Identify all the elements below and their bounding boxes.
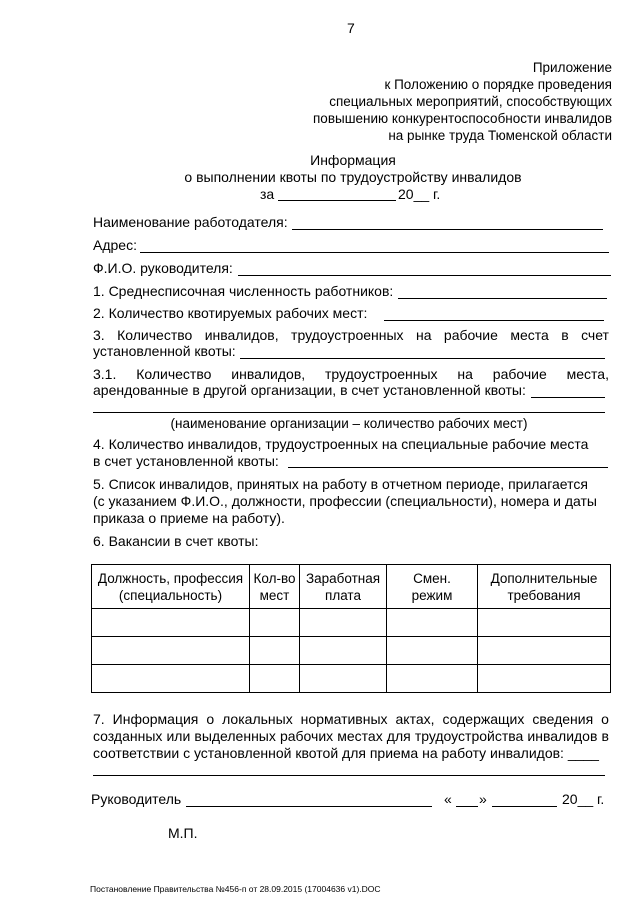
table-row [92, 609, 611, 637]
item-7-word: или [166, 728, 191, 744]
table-cell[interactable] [92, 609, 250, 637]
item-7-line-2 [93, 728, 609, 745]
annex-line-4: повышению конкурентоспособности инвалидов [313, 111, 612, 126]
item-7-word: выделенных [194, 728, 276, 744]
item-7-word: для [386, 728, 411, 744]
table-cell[interactable] [250, 609, 300, 637]
footer-text: Постановление Правительства №456-п от 28.09.2015 (17004636 v1).DOC [90, 884, 381, 894]
item-7-word: нормативных [300, 711, 388, 727]
table-cell[interactable] [387, 609, 478, 637]
stamp-label: М.П. [168, 825, 198, 841]
item-7-word: актах, [395, 711, 435, 727]
table-cell[interactable] [92, 665, 250, 693]
item-7-line-3: соответствии с установленной квотой для приема на работу инвалидов: ____ [93, 745, 599, 761]
table-cell[interactable] [478, 665, 611, 693]
table-cell[interactable] [250, 665, 300, 693]
head-name-label: Ф.И.О. руководителя: [93, 260, 233, 276]
signature-label: Руководитель [91, 791, 182, 807]
item-3-blank[interactable] [240, 358, 605, 359]
item-5-line-2: (с указанием Ф.И.О., должности, профессии (специальности), номера и даты [93, 493, 597, 509]
item-3-1-line-2: арендованные в другой организации, в счет установленной квоты: [93, 382, 526, 398]
item-3-line-2: установленной квоты: [93, 343, 236, 359]
item-3-word: трудоустроенных [291, 327, 404, 343]
item-7-word: содержащих [442, 711, 525, 727]
period-label: за [260, 186, 275, 202]
item-3-1-word: места, [566, 366, 609, 382]
table-row [92, 665, 611, 693]
item-4-line-2: в счет установленной квоты: [93, 453, 279, 469]
col-header-shift: Смен. режим [387, 565, 478, 609]
item-3-1-word: 3.1. [93, 366, 117, 382]
table-cell[interactable] [478, 609, 611, 637]
table-cell[interactable] [300, 665, 387, 693]
item-3-1-line-1 [93, 366, 609, 383]
item-3-word: места [510, 327, 549, 343]
doc-title: Информация [310, 152, 396, 168]
item-7-word: 7. [93, 711, 105, 727]
item-3-line-1 [93, 327, 609, 344]
table-cell[interactable] [387, 637, 478, 665]
item-5-line-3: приказа о приеме на работу). [93, 510, 285, 526]
item-1-blank[interactable] [398, 298, 607, 299]
item-7-line-1 [93, 711, 609, 728]
annex-line-5: на рынке труда Тюменской области [388, 128, 612, 143]
item-7-word: Информация [112, 711, 199, 727]
item-3-word: счет [581, 327, 609, 343]
address-label: Адрес: [93, 237, 137, 253]
table-cell[interactable] [92, 637, 250, 665]
item-3-1-word: инвалидов, [231, 366, 306, 382]
signature-year: 20__ г. [562, 791, 605, 807]
vacancies-table [91, 564, 611, 693]
item-7-word: о [206, 711, 215, 727]
item-3-word: Количество [117, 327, 193, 343]
item-3-word: на [415, 327, 432, 343]
table-row [92, 637, 611, 665]
head-name-blank[interactable] [238, 275, 611, 276]
table-cell[interactable] [300, 609, 387, 637]
item-3-1-word: рабочие [492, 366, 547, 382]
annex-line-2: к Положению о порядке проведения [384, 77, 612, 92]
month-blank[interactable] [492, 806, 557, 807]
col-header-requirements: Дополнительные требования [478, 565, 611, 609]
item-3-1-blank-1[interactable] [531, 397, 605, 398]
quote-close: » [479, 791, 487, 807]
signature-blank[interactable] [186, 806, 432, 807]
item-7-word: созданных [93, 728, 163, 744]
item-1-label: 1. Среднесписочная численность работников: [93, 283, 394, 299]
item-3-word: в [561, 327, 569, 343]
item-7-word: сведения [532, 711, 594, 727]
item-7-word: в [601, 728, 609, 744]
col-header-salary: Заработная плата [300, 565, 387, 609]
item-3-word: рабочие [443, 327, 498, 343]
address-blank[interactable] [140, 252, 609, 253]
day-blank[interactable] [456, 806, 478, 807]
period-year: 20__ г. [398, 186, 441, 202]
item-7-word: рабочих [279, 728, 334, 744]
col-header-position: Должность, профессия (специальность) [92, 565, 250, 609]
item-7-word: локальных [222, 711, 293, 727]
item-7-blank[interactable] [93, 775, 605, 776]
page-number: 7 [347, 20, 355, 36]
item-4-line-1: 4. Количество инвалидов, трудоустроенных на специальные рабочие места [93, 436, 589, 452]
doc-subtitle: о выполнении квоты по трудоустройству инвалидов [184, 169, 522, 185]
item-7-word: трудоустройства [414, 728, 524, 744]
employer-label: Наименование работодателя: [93, 214, 288, 230]
item-3-1-caption: (наименование организации – количество рабочих мест) [170, 416, 528, 431]
item-3-1-blank-2[interactable] [93, 412, 605, 413]
quote-open: « [444, 791, 452, 807]
period-blank[interactable] [278, 200, 396, 201]
item-3-word: инвалидов, [204, 327, 279, 343]
table-cell[interactable] [300, 637, 387, 665]
employer-blank[interactable] [292, 229, 603, 230]
table-cell[interactable] [387, 665, 478, 693]
item-6-label: 6. Вакансии в счет квоты: [93, 533, 259, 549]
table-cell[interactable] [478, 637, 611, 665]
item-3-1-word: на [457, 366, 473, 382]
item-2-label: 2. Количество квотируемых рабочих мест: [93, 305, 368, 321]
item-2-blank[interactable] [384, 320, 604, 321]
item-7-word: инвалидов [527, 728, 598, 744]
annex-line-3: специальных мероприятий, способствующих [329, 94, 612, 109]
item-3-word: 3. [93, 327, 105, 343]
table-header-row [92, 565, 611, 609]
item-4-blank[interactable] [288, 467, 608, 468]
item-7-word: о [601, 711, 609, 727]
table-cell[interactable] [250, 637, 300, 665]
col-header-count: Кол-во мест [250, 565, 300, 609]
annex-line-1: Приложение [532, 60, 612, 75]
item-7-word: местах [337, 728, 383, 744]
item-5-line-1: 5. Список инвалидов, принятых на работу в отчетном периоде, прилагается [93, 476, 588, 492]
item-3-1-word: Количество [136, 366, 212, 382]
item-3-1-word: трудоустроенных [325, 366, 438, 382]
